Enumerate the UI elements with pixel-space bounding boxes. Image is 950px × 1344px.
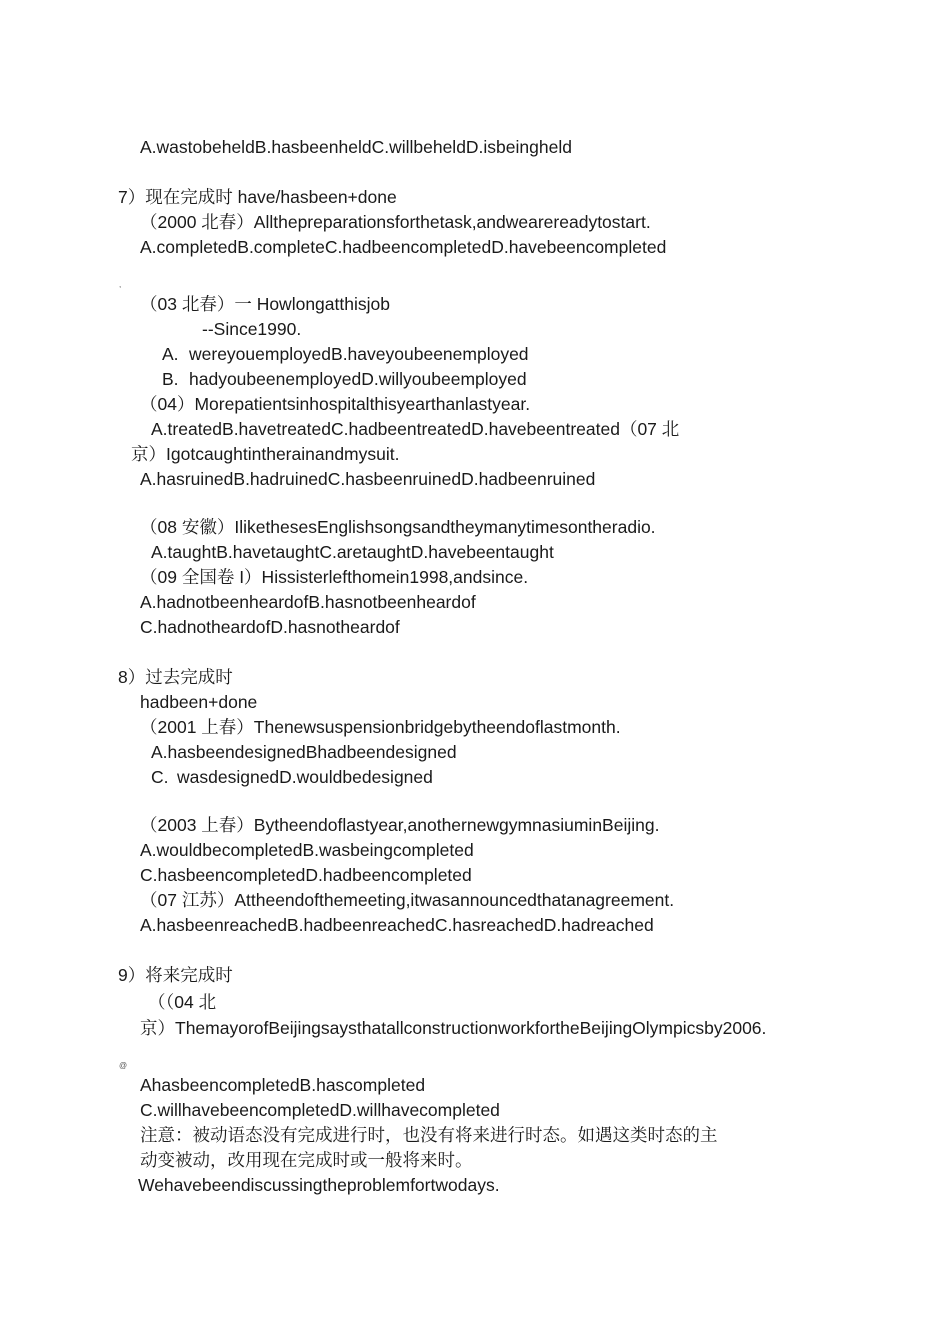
question-text: （07 江苏）Attheendofthemeeting,itwasannouncedthatanagreement. xyxy=(140,890,675,910)
answer-options: C.hasbeencompletedD.hadbeencompleted xyxy=(140,865,472,885)
answer-options: wereyouemployedB.haveyoubeenemployed xyxy=(189,344,529,364)
option-letter: B. xyxy=(162,369,179,389)
question-text: --Since1990. xyxy=(202,319,302,339)
question-text: （2001 上春）Thenewsuspensionbridgebytheendoflastmonth. xyxy=(140,717,621,737)
section-heading: 7）现在完成时 have/hasbeen+done xyxy=(118,187,397,207)
stray-mark: , xyxy=(119,280,122,289)
option-letter: C. xyxy=(151,767,169,787)
question-text: （（04 北 xyxy=(148,992,217,1012)
stray-mark: @ xyxy=(119,1061,128,1070)
answer-options: wasdesignedD.wouldbedesigned xyxy=(177,767,433,787)
question-text: （03 北春）一 Howlongatthisjob xyxy=(140,294,390,314)
formula-text: hadbeen+done xyxy=(140,692,258,712)
answer-options: A.hasbeenreachedB.hadbeenreachedC.hasreachedD.hadreached xyxy=(140,915,654,935)
answer-options: hadyoubeenemployedD.willyoubeemployed xyxy=(189,369,527,389)
answer-options: A.hasbeendesignedBhadbeendesigned xyxy=(151,742,457,762)
question-text: （08 安徽）IlikethesesEnglishsongsandtheymanytimesontheradio. xyxy=(140,517,656,537)
answer-options: A.hasruinedB.hadruinedC.hasbeenruinedD.hadbeenruined xyxy=(140,469,596,489)
answer-options: A.taughtB.havetaughtC.aretaughtD.havebeentaught xyxy=(151,542,554,562)
question-text: 京）ThemayorofBeijingsaysthatallconstructionworkfortheBeijingOlympicsby2006. xyxy=(140,1018,767,1038)
answer-options: A.completedB.completeC.hadbeencompletedD.havebeencompleted xyxy=(140,237,667,257)
answer-options: C.hadnotheardofD.hasnotheardof xyxy=(140,617,400,637)
example-sentence: Wehavebeendiscussingtheproblemfortwodays. xyxy=(138,1175,500,1195)
note-text: 注意：被动语态没有完成进行时，也没有将来进行时态。如遇这类时态的主 xyxy=(140,1125,718,1145)
answer-options: AhasbeencompletedB.hascompleted xyxy=(140,1075,426,1095)
question-text: （2003 上春）Bytheendoflastyear,anothernewgymnasiuminBeijing. xyxy=(140,815,660,835)
question-text: 京）Igotcaughtintherainandmysuit. xyxy=(131,444,400,464)
answer-options: A.wastobeheldB.hasbeenheldC.willbeheldD.isbeingheld xyxy=(140,137,572,157)
answer-options: C.willhavebeencompletedD.willhavecompleted xyxy=(140,1100,500,1120)
answer-options: A.wouldbecompletedB.wasbeingcompleted xyxy=(140,840,474,860)
note-text: 动变被动，改用现在完成时或一般将来时。 xyxy=(140,1150,473,1170)
option-letter: A. xyxy=(162,344,179,364)
section-heading: 9）将来完成时 xyxy=(118,965,233,985)
question-text: （2000 北春）Allthepreparationsforthetask,andwearereadytostart. xyxy=(140,212,651,232)
answer-options: A.hadnotbeenheardofB.hasnotbeenheardof xyxy=(140,592,476,612)
section-heading: 8）过去完成时 xyxy=(118,667,233,687)
question-text: （04）Morepatientsinhospitalthisyearthanlastyear. xyxy=(140,394,531,414)
answer-options: A.treatedB.havetreatedC.hadbeentreatedD.havebeentreated（07 北 xyxy=(151,419,680,439)
question-text: （09 全国卷 I）Hissisterlefthomein1998,andsince. xyxy=(140,567,529,587)
